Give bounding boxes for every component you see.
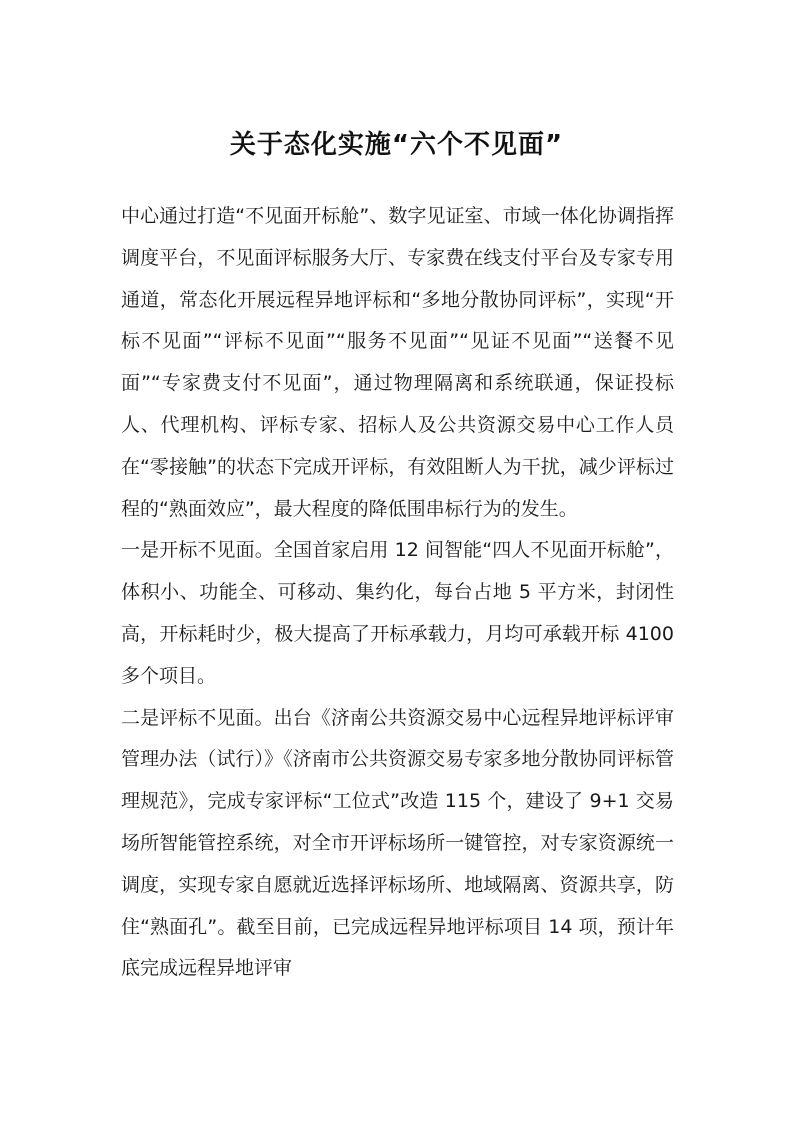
document-body: [121, 196, 674, 990]
paragraph-intro: 中心通过打造“不见面开标舱”、数字见证室、市域一体化协调指挥调度平台，不见面评标服务大厅、专家费在线支付平台及专家专用通道，常态化开展远程异地评标和“多地分散协同评标”，实现“开标不见面”“评标不见面”“服务不见面”“见证不见面”“送餐不见面”“专家费支付不见面”，通过物理隔离和系统联通，保证投标人、代理机构、评标专家、招标人及公共资源交易中心工作人员在“零接触”的状态下完成开评标，有效阻断人为干扰，减少评标过程的“熟面效应”，最大程度的降低围串标行为的发生。: [121, 205, 674, 520]
document-title: 关于态化实施“六个不见面”: [229, 130, 564, 160]
paragraph-bid-opening: 一是开标不见面。全国首家启用 12 间智能“四人不见面开标舱”，体积小、功能全、可移动、集约化，每台占地 5 平方米，封闭性高，开标耗时少，极大提高了开标承载力，月均可承载开标 4100 多个项目。: [121, 539, 674, 687]
paragraph-bid-evaluation: 二是评标不见面。出台《济南公共资源交易中心远程异地评标评审管理办法（试行）》《济南市公共资源交易专家多地分散协同评标管理规范》，完成专家评标“工位式”改造 115 个，建设了 9+1 交易场所智能管控系统，对全市开评标场所一键管控，对专家资源统一调度，实现专家自愿就近选择评标场所、地域隔离、资源共享，防住“熟面孔”。截至目前，已完成远程异地评标项目 14 项，预计年底完成远程异地评审: [121, 706, 674, 980]
